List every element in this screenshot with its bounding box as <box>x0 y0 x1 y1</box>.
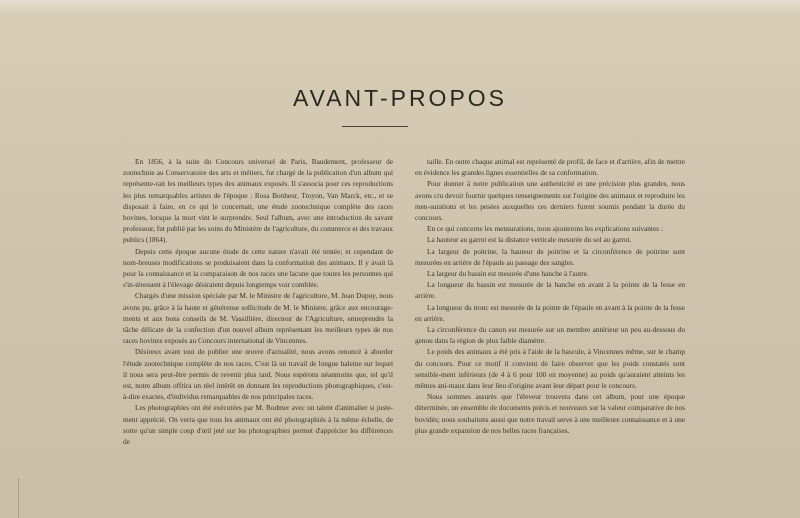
paragraph: Depuis cette époque aucune étude de cette nature n'avait été tentée; et cependant de nom-breuses modifications se produisaient dans la conformation des animaux. Il y avait là pour la connaissance et la comparaison de nos races une lacune que toutes les personnes qui s'in-téressent à l'élevage désiraient depuis longtemps voir comblée. <box>123 246 393 290</box>
page-edge-shadow <box>0 478 19 518</box>
paragraph: La largeur du bassin est mesurée d'une hanche à l'autre. <box>427 269 589 279</box>
paragraph: La longueur du bassin est mesurée de la hanche en avant à la pointe de la fesse en arrière. <box>415 280 685 301</box>
paragraph: Désireux avant tout de publier une œuvre d'actualité, nous avons renoncé à aborder l'étude zootechnique complète de nos races. C'est là un travail de longue haleine sur lequel il nous sera peut-être permis de revenir plus tard. Nous espérons néanmoins que, tel qu'il est, notre album offrira un réel intérêt en donnant les reproductions photographiques, c'est-à-dire exactes, d'individus remarquables de nos principales races. <box>123 347 393 402</box>
paragraph: Pour donner à notre publication une authenticité et une précision plus grandes, nous avons cru devoir fournir quelques renseignements sur l'origine des animaux et reproduire les men-surations et les pesées auxquelles ces derniers furent soumis pendant la durée du concours. <box>415 179 686 223</box>
page-title: AVANT-PROPOS <box>292 85 508 111</box>
left-text-column <box>123 156 393 447</box>
paragraph: En 1856, à la suite du Concours universel de Paris, Baudement, professeur de zootechnie au Conservatoire des arts et métiers, fut chargé de la publication d'un album qui représente-rait les meilleurs types des animaux exposés. Il s'associa pour ces reproductions les plus remarquables artistes de l'époque : Rosa Bonheur, Troyon, Van Marck, etc., et se disposait à faire, en ce qui le concernait, une étude zootechnique complète des races bovines, lorsque la mort vint le surprendre. Seul l'album, avec une introduction du savant professeur, fut publié par les soins du Ministère de l'agriculture, du commerce et des travaux publics (1864). <box>123 157 393 245</box>
paragraph: taille. En outre chaque animal est représenté de profil, de face et d'arrière, afin de mettre en évidence les grandes lignes essentielles de sa conformation. <box>415 157 685 178</box>
paragraph: Chargés d'une mission spéciale par M. le Ministre de l'agriculture, M. Jean Dupuy, nous avons pu, grâce à la haute et généreuse sollicitude de M. le Ministre, grâce aux encourage-ments et aux bons conseils de M. Vassillière, directeur de l'Agriculture, entreprendre la tâche délicate de la confection d'un nouvel album représentant les meilleurs types de nos races bovines exposés au Concours international de Vincennes. <box>123 291 393 346</box>
paragraph: Nous sommes assurés que l'éleveur trouvera dans cet album, pour une époque déterminée, un ensemble de documents précis et nouveaux sur la valeur comparative de nos bovidés; nous souhaitons aussi que notre travail serve à une meilleure connaissance et à une plus grande expansion de nos belles races françaises. <box>415 392 685 435</box>
paragraph: La hauteur au garrot est la distance verticale mesurée du sol au garrot. <box>427 235 632 245</box>
paragraph: La largeur de poitrine, la hauteur de poitrine et la circonférence de poitrine sont mesurées en arrière de l'épaule au passage des sangles. <box>415 246 685 267</box>
paragraph: En ce qui concerne les mensurations, nous ajouterons les explications suivantes : <box>427 224 663 234</box>
title-divider <box>342 126 408 127</box>
paragraph: La circonférence du canon est mesurée sur un membre antérieur un peu au-dessous du genou dans la région de plus faible diamètre. <box>415 325 685 346</box>
paragraph: Les photographies ont été exécutées par M. Rodmer avec un talent d'animalier si juste-ment apprécié. On verra que tous les animaux ont été photographiés à la même échelle, de sorte qu'un simple coup d'œil jeté sur les photographies permet d'apprécier les différences de <box>123 403 393 447</box>
paragraph: Le poids des animaux a été pris à l'aide de la bascule, à Vincennes même, sur le champ du concours. Pour ce motif il convient de faire observer que les poids constatés sont sensible-ment inférieurs (de 4 à 6 pour 100 en moyenne) au poids qu'auraient atteints les mêmes ani-maux dans leur lieu d'origine avant leur départ pour le concours. <box>415 347 685 391</box>
right-text-column <box>415 156 685 436</box>
paragraph: La longueur du tronc est mesurée de la pointe de l'épaule en avant à la pointe de la fesse en arrière. <box>415 302 685 323</box>
